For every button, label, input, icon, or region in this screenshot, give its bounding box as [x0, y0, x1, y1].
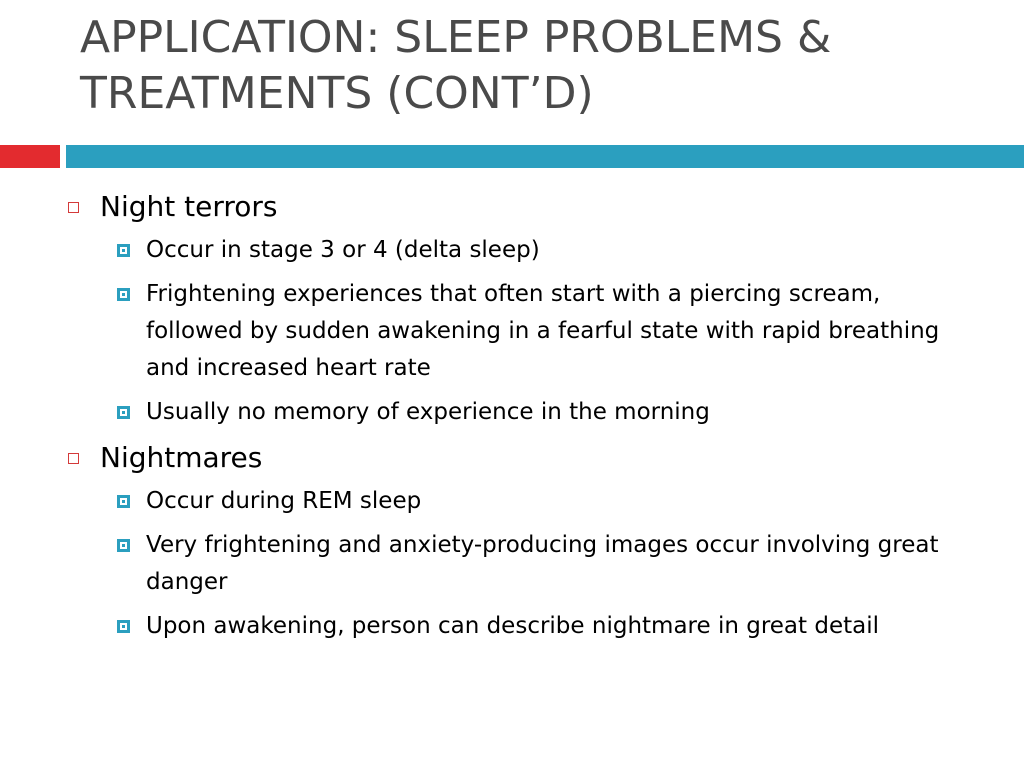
sub-bullet	[60, 276, 960, 387]
hollow-square-bullet-icon	[68, 202, 79, 213]
bullet-night-terrors	[60, 188, 960, 226]
bullet-heading: Night terrors	[100, 190, 278, 223]
filled-square-bullet-icon	[117, 406, 130, 419]
sub-bullet-text: Occur during REM sleep	[146, 488, 422, 514]
filled-square-bullet-icon	[117, 244, 130, 257]
sub-bullet-text: Very frightening and anxiety-producing images occur involving great danger	[146, 532, 939, 595]
sub-bullet	[60, 232, 960, 269]
bullet-heading: Nightmares	[100, 441, 263, 474]
title-accent-bar-blue	[66, 145, 1024, 168]
sub-bullet	[60, 394, 960, 431]
title-accent-bar-red	[0, 145, 60, 168]
sub-bullet	[60, 483, 960, 520]
slide-title: APPLICATION: SLEEP PROBLEMS & TREATMENTS (CONT’D)	[80, 12, 832, 119]
sub-bullet-text: Frightening experiences that often start with a piercing scream, followed by sudden awakening in a fearful state with rapid breathing and increased heart rate	[146, 281, 940, 381]
filled-square-bullet-icon	[117, 495, 130, 508]
sub-bullet-text: Occur in stage 3 or 4 (delta sleep)	[146, 237, 540, 263]
sub-bullet-text: Usually no memory of experience in the morning	[146, 399, 710, 425]
nightmares-subitems	[60, 483, 960, 645]
bullet-nightmares	[60, 439, 960, 477]
filled-square-bullet-icon	[117, 620, 130, 633]
night-terrors-subitems	[60, 232, 960, 431]
sub-bullet	[60, 527, 960, 601]
hollow-square-bullet-icon	[68, 453, 79, 464]
bullet-content	[60, 188, 960, 653]
filled-square-bullet-icon	[117, 539, 130, 552]
filled-square-bullet-icon	[117, 288, 130, 301]
sub-bullet	[60, 608, 960, 645]
sub-bullet-text: Upon awakening, person can describe nightmare in great detail	[146, 613, 879, 639]
